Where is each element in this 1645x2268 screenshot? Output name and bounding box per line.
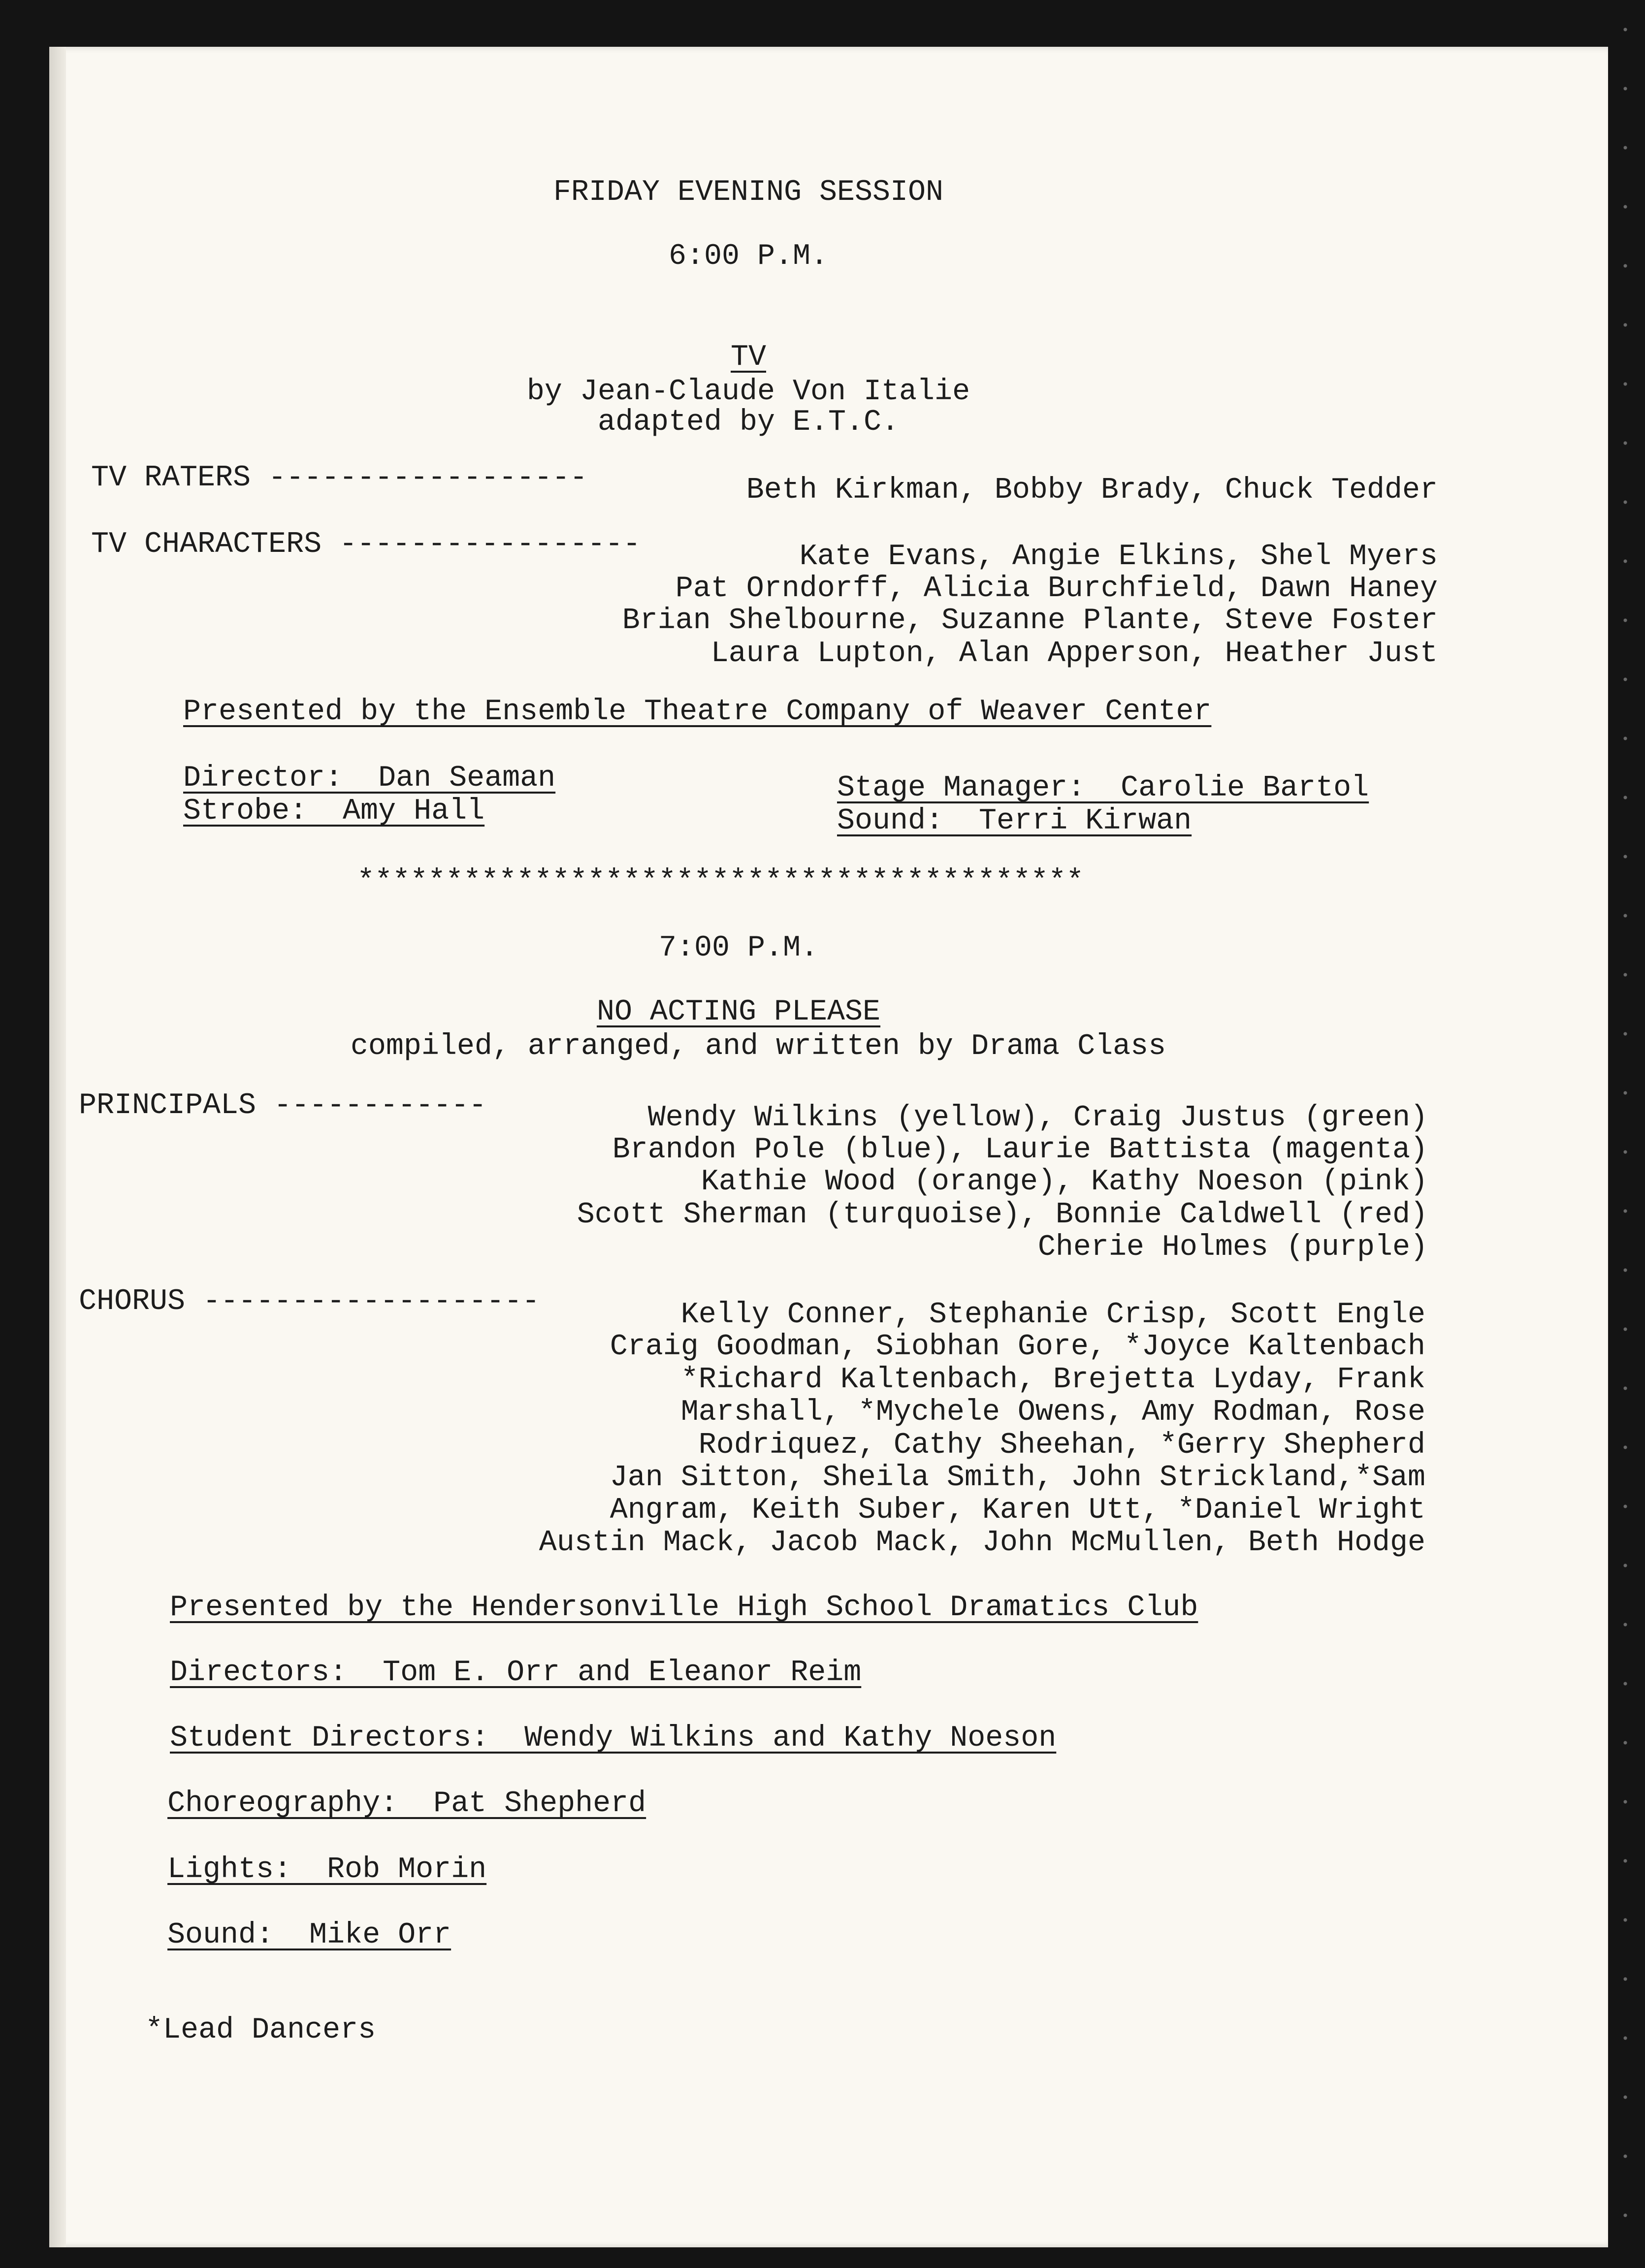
- play1-presented-by: Presented by the Ensemble Theatre Company of Weaver Center: [183, 695, 1212, 729]
- play2-sound: Sound: Mike Orr: [167, 1918, 452, 1952]
- chorus-line: *Richard Kaltenbach, Brejetta Lyday, Frank: [680, 1363, 1425, 1397]
- play1-title: TV: [730, 341, 766, 374]
- play1-director: Director: Dan Seaman: [183, 762, 556, 795]
- characters-line: Laura Lupton, Alan Apperson, Heather Just: [710, 637, 1438, 671]
- binder-margin: [1606, 0, 1645, 2268]
- play2-time: 7:00 P.M.: [658, 931, 819, 965]
- chorus-line: Jan Sitton, Sheila Smith, John Strickland,*Sam: [610, 1461, 1425, 1495]
- chorus-label: CHORUS -------------------: [79, 1285, 540, 1318]
- play2-student-directors: Student Directors: Wendy Wilkins and Kathy Noeson: [170, 1722, 1057, 1755]
- play1-author: by Jean-Claude Von Italie: [526, 375, 970, 409]
- principals-line: Cherie Holmes (purple): [1037, 1231, 1428, 1264]
- play1-strobe: Strobe: Amy Hall: [183, 795, 485, 828]
- chorus-line: Rodriquez, Cathy Sheehan, *Gerry Shepherd: [698, 1429, 1425, 1462]
- chorus-line: Craig Goodman, Siobhan Gore, *Joyce Kaltenbach: [610, 1330, 1425, 1364]
- session-time: 6:00 P.M.: [668, 240, 829, 273]
- principals-line: Wendy Wilkins (yellow), Craig Justus (green): [647, 1101, 1428, 1135]
- characters-line: Pat Orndorff, Alicia Burchfield, Dawn Haney: [675, 572, 1438, 606]
- principals-line: Brandon Pole (blue), Laurie Battista (magenta): [612, 1133, 1428, 1167]
- play2-directors: Directors: Tom E. Orr and Eleanor Reim: [170, 1656, 862, 1690]
- play2-title: NO ACTING PLEASE: [596, 995, 881, 1029]
- raters-names: Beth Kirkman, Bobby Brady, Chuck Tedder: [746, 474, 1438, 507]
- chorus-line: Angram, Keith Suber, Karen Utt, *Daniel Wright: [610, 1494, 1425, 1527]
- play2-presented-by: Presented by the Hendersonville High School Dramatics Club: [170, 1591, 1198, 1625]
- play2-subtitle: compiled, arranged, and written by Drama Class: [350, 1030, 1166, 1063]
- play1-adapter: adapted by E.T.C.: [597, 406, 900, 439]
- play1-sound: Sound: Terri Kirwan: [837, 804, 1192, 838]
- play1-stage-manager: Stage Manager: Carolie Bartol: [837, 771, 1369, 805]
- separator: *****************************************: [357, 865, 1084, 898]
- principals-label: PRINCIPALS ------------: [79, 1089, 487, 1122]
- principals-line: Scott Sherman (turquoise), Bonnie Caldwell (red): [577, 1198, 1428, 1232]
- principals-line: Kathie Wood (orange), Kathy Noeson (pink): [701, 1165, 1428, 1199]
- characters-line: Kate Evans, Angie Elkins, Shel Myers: [799, 540, 1438, 574]
- play2-choreography: Choreography: Pat Shepherd: [167, 1787, 646, 1821]
- page-spine: [49, 47, 66, 2247]
- raters-label: TV RATERS ------------------: [91, 461, 588, 495]
- chorus-line: Marshall, *Mychele Owens, Amy Rodman, Rose: [680, 1396, 1425, 1429]
- lead-dancers-footnote: *Lead Dancers: [145, 2013, 376, 2047]
- chorus-line: Kelly Conner, Stephanie Crisp, Scott Engle: [680, 1298, 1425, 1332]
- characters-line: Brian Shelbourne, Suzanne Plante, Steve Foster: [622, 604, 1438, 638]
- play2-lights: Lights: Rob Morin: [167, 1853, 487, 1886]
- chorus-line: Austin Mack, Jacob Mack, John McMullen, Beth Hodge: [539, 1526, 1425, 1560]
- characters-label: TV CHARACTERS -----------------: [91, 528, 641, 561]
- session-title: FRIDAY EVENING SESSION: [553, 176, 944, 209]
